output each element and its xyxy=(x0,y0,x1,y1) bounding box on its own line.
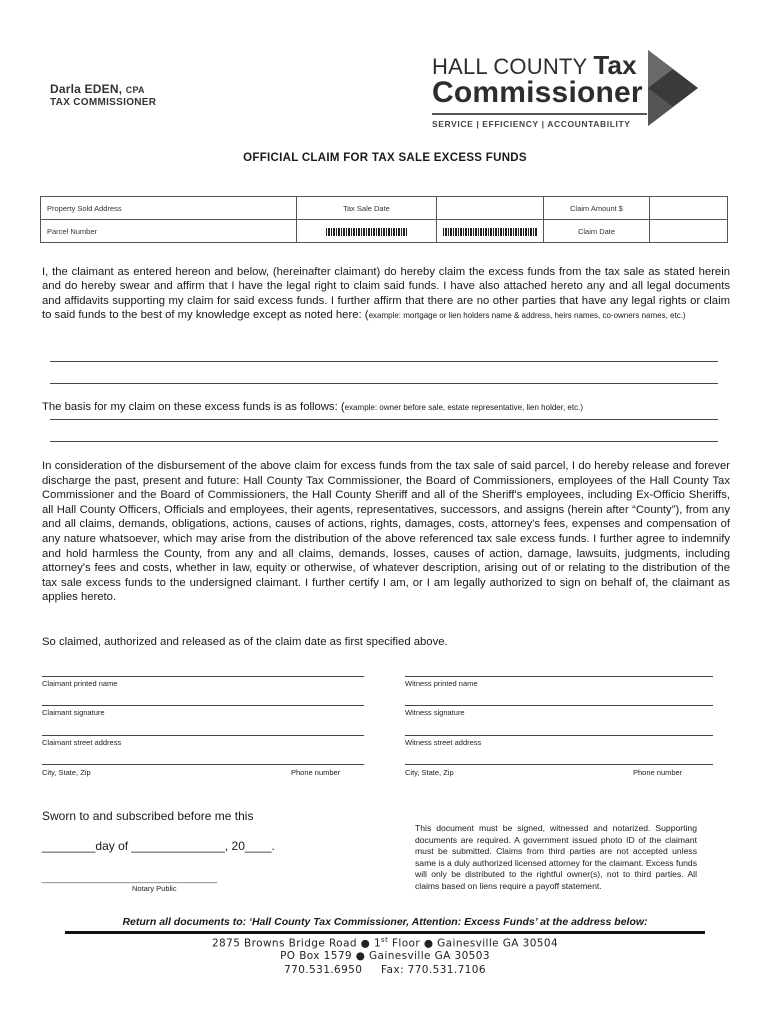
witness-phone-label: Phone number xyxy=(633,768,683,777)
phone-fax: 770.531.6950 Fax: 770.531.7106 xyxy=(284,964,486,976)
parcel-number-field-2[interactable] xyxy=(437,220,544,243)
witness-street-address-line[interactable] xyxy=(405,735,713,736)
claim-amount-field[interactable] xyxy=(650,197,728,220)
witness-printed-name-line[interactable] xyxy=(405,676,713,677)
claim-info-table xyxy=(40,196,728,243)
witness-street-address-label: Witness street address xyxy=(405,738,482,747)
logo-divider xyxy=(432,113,647,115)
barcode-icon xyxy=(326,228,408,236)
claimant-city-state-zip-label: City, State, Zip xyxy=(42,768,91,777)
footer-divider xyxy=(65,931,705,934)
so-claimed-text: So claimed, authorized and released as of the claim date as first specified above. xyxy=(42,636,448,648)
requirements-notice: This document must be signed, witnessed and notarized. Supporting documents are required. A government issued photo ID of the claimant must be submitted. Claims from third parties are not accepted unless same is a duly authorized licensed attorney for the claimant. Excess funds will only be distributed to the rightful owner(s), not to third parties. All claims based on liens require a payoff statement. xyxy=(415,823,697,891)
claim-date-label: Claim Date xyxy=(544,220,650,243)
tax-sale-date-label: Tax Sale Date xyxy=(297,197,437,220)
claim-example: example: mortgage or lien holders name & address, heirs names, co-owners names, etc.) xyxy=(368,310,686,320)
street-address: 2875 Browns Bridge Road ● 1st Floor ● Gainesville GA 30504 xyxy=(211,936,559,950)
claimant-signature-label: Claimant signature xyxy=(42,708,105,717)
witness-printed-name-label: Witness printed name xyxy=(405,679,478,688)
po-box-address: PO Box 1579 ● Gainesville GA 30503 xyxy=(280,950,490,962)
claim-exceptions-line-2[interactable] xyxy=(50,383,718,384)
release-paragraph: In consideration of the disbursement of the above claim for excess funds from the tax sale of said parcel, I do hereby release and forever discharge the past, present and future: Hall County Tax Commissioner, the Board of Commissioners, employees of the Hall County Tax Commissioner and the Board of Commissioners, the Hall County Sheriff and all of the Sheriff's employees, including Ex-Officio Sheriffs, all Hall County Officers, Officials and employees, their agents, representatives, successors, and assigns (herein after “County”), from any and all claims, demands, obligations, actions, causes of actions, rights, damages, costs, attorney's fees, expenses and compensation of any nature whatsoever, which may arise from the distribution of the above referenced tax sale excess funds. I further agree to indemnify and hold harmless the County, from any and all claims, demands, losses, causes of action, damage, lawsuits, judgments, including attorney's fees and costs, whether in law, equity or otherwise, of whatever description, arising out of or relating to the distribution of the tax sale excess funds to the undersigned claimant. I further certify I am, or I am legally authorized to sign on behalf of, the claimant as applies hereto. xyxy=(42,460,730,604)
return-instructions: Return all documents to: ‘Hall County Tax Commissioner, Attention: Excess Funds’ at the address below: xyxy=(122,916,648,928)
claimant-street-address-label: Claimant street address xyxy=(42,738,122,747)
logo-chevron-icon xyxy=(648,50,698,126)
basis-line-2[interactable] xyxy=(50,441,718,442)
claimant-printed-name-line[interactable] xyxy=(42,676,364,677)
property-sold-address-label: Property Sold Address xyxy=(41,197,297,220)
logo-tagline: SERVICE | EFFICIENCY | ACCOUNTABILITY xyxy=(432,119,631,129)
witness-signature-line[interactable] xyxy=(405,705,713,706)
claimant-printed-name-label: Claimant printed name xyxy=(42,679,118,688)
claimant-street-address-line[interactable] xyxy=(42,735,364,736)
witness-city-state-zip-line[interactable] xyxy=(405,764,713,765)
claimant-city-state-zip-line[interactable] xyxy=(42,764,364,765)
witness-city-state-zip-label: City, State, Zip xyxy=(405,768,454,777)
witness-signature-label: Witness signature xyxy=(405,708,465,717)
claimant-phone-label: Phone number xyxy=(291,768,341,777)
basis-line-1[interactable] xyxy=(50,419,718,420)
basis-example: example: owner before sale, estate representative, lien holder, etc.) xyxy=(344,403,583,412)
claim-exceptions-line-1[interactable] xyxy=(50,361,718,362)
officer-credential: CPA xyxy=(125,85,145,95)
tax-sale-date-field[interactable] xyxy=(437,197,544,220)
claim-date-field[interactable] xyxy=(650,220,728,243)
officer-name: Darla EDEN, CPA xyxy=(50,82,145,96)
officer-title: TAX COMMISSIONER xyxy=(50,97,157,108)
basis-statement: The basis for my claim on these excess funds is as follows: (example: owner before sale, estate representative, lien holder, etc.) xyxy=(42,401,583,413)
logo-line1: HALL COUNTY Tax xyxy=(432,50,637,80)
parcel-number-field[interactable] xyxy=(297,220,437,243)
barcode-icon xyxy=(443,228,537,236)
claim-amount-label: Claim Amount $ xyxy=(544,197,650,220)
notary-signature-line[interactable]: ___________________________________ xyxy=(42,873,218,883)
parcel-number-label: Parcel Number xyxy=(41,220,297,243)
sworn-statement: Sworn to and subscribed before me this xyxy=(42,809,254,823)
logo-line2: Commissioner xyxy=(432,76,643,109)
notary-public-label: Notary Public xyxy=(132,884,177,893)
claim-paragraph: I, the claimant as entered hereon and below, (hereinafter claimant) do hereby claim the excess funds from the tax sale as stated herein and do hereby swear and affirm that I have the legal right to claim said funds. I have also attached hereto any and all legal documents and affidavits supporting my claim for said excess funds. I further affirm that there are no other parties that have any legal rights or claim to said funds to the best of my knowledge except as noted here: (example: mortgage or lien holders name & address, heirs names, co-owners names, etc.) xyxy=(42,266,730,321)
notary-date-line[interactable]: ________day of ______________, 20____. xyxy=(42,839,275,853)
claimant-signature-line[interactable] xyxy=(42,705,364,706)
form-title: OFFICIAL CLAIM FOR TAX SALE EXCESS FUNDS xyxy=(243,152,527,164)
